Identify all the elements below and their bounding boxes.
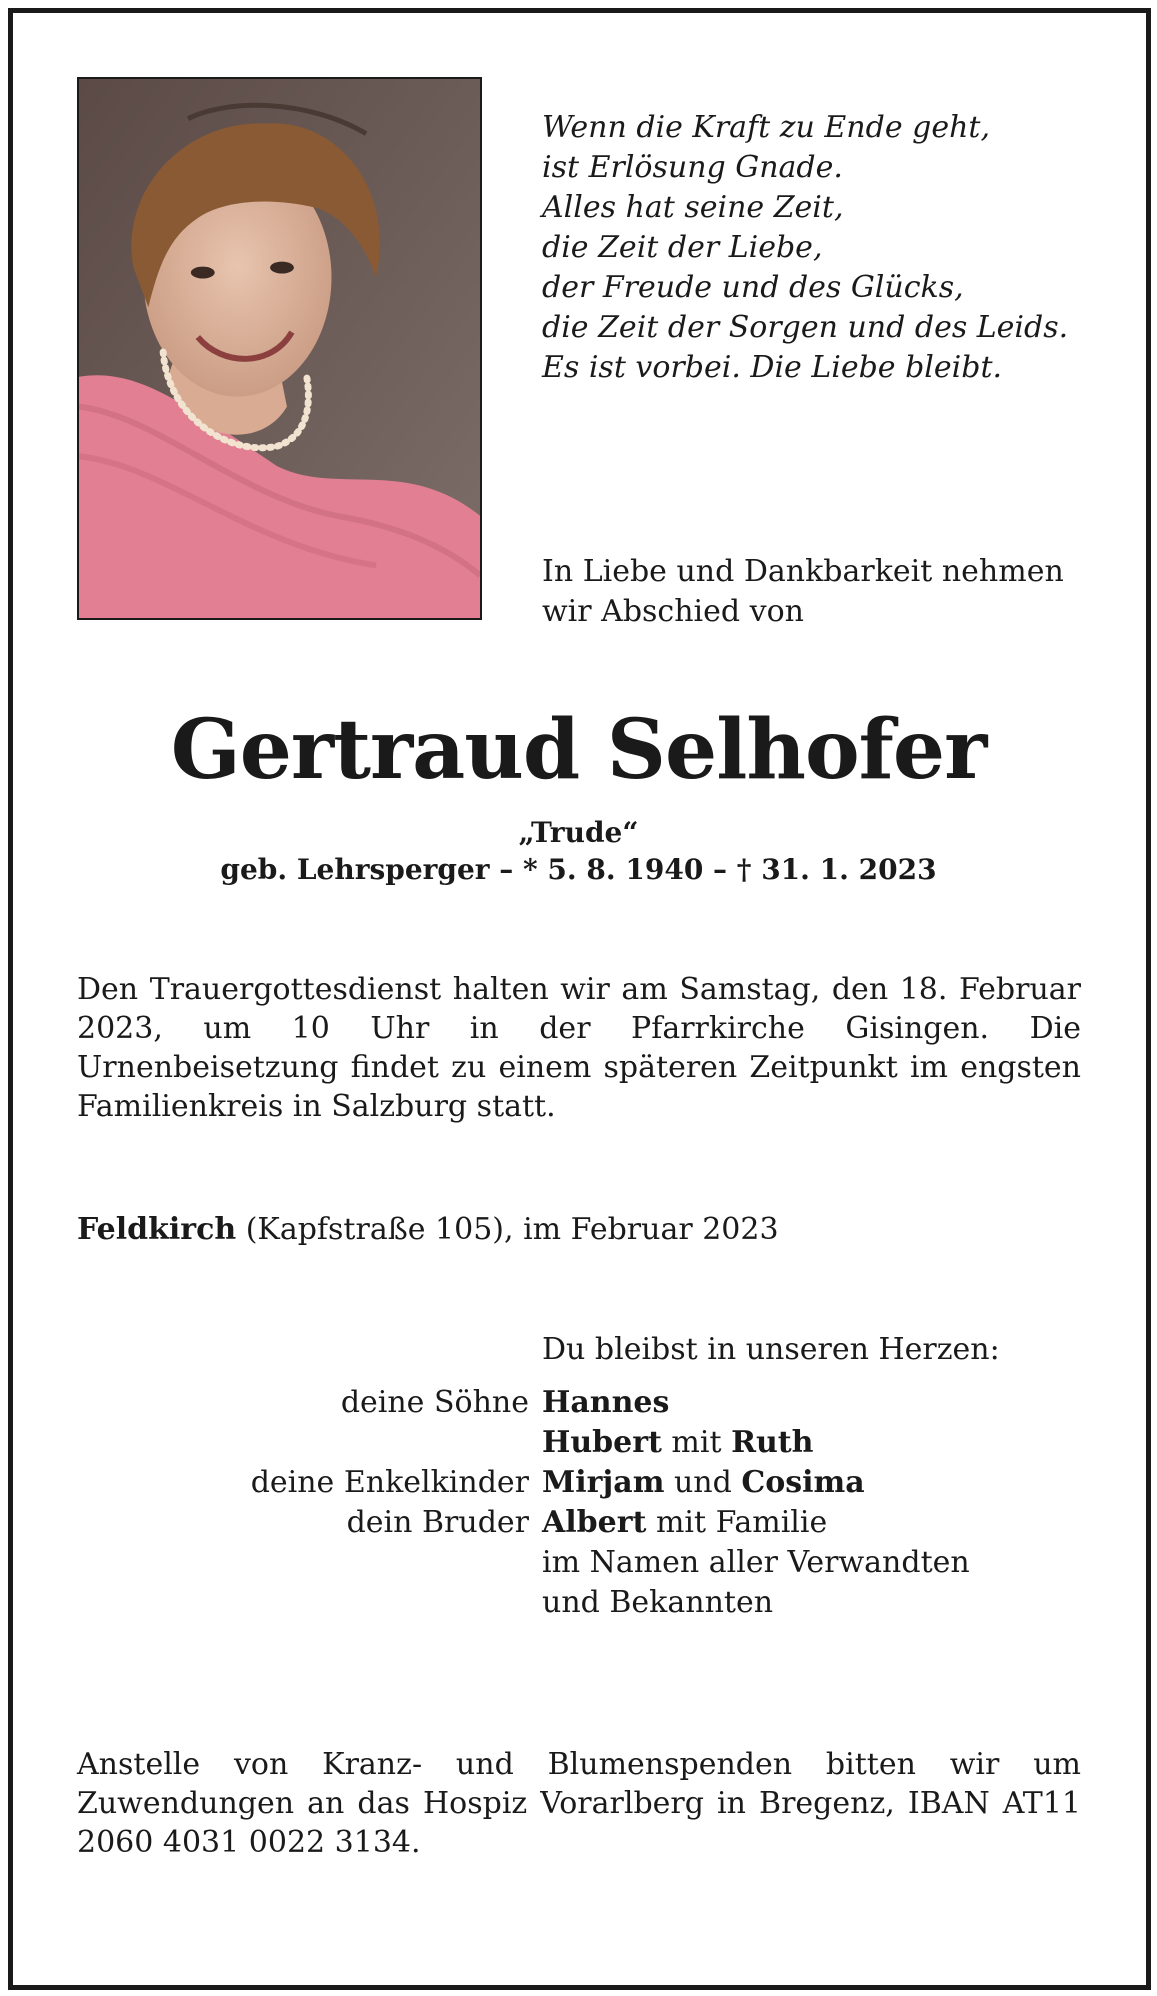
service-announcement: Den Trauergottesdienst halten wir am Samstag, den 18. Februar 2023, um 10 Uhr in der Pfarrkirche Gisingen. Die Urnenbeisetzung findet zu einem späteren Zeitpunkt im engsten Familienkreis in Salzburg statt. <box>77 972 1081 1124</box>
connector: und <box>664 1465 742 1500</box>
mourner-name: Mirjam <box>542 1465 665 1500</box>
intro-line: In Liebe und Dankbarkeit nehmen <box>542 554 1064 589</box>
mourner-names <box>542 1383 669 1423</box>
poem-line: Wenn die Kraft zu Ende geht, <box>542 110 990 145</box>
place-rest: (Kapfstraße 105), im Februar 2023 <box>236 1212 779 1247</box>
relation-label: deine Söhne <box>340 1385 529 1420</box>
place-city: Feldkirch <box>77 1212 237 1247</box>
mourner-text: und Bekannten <box>542 1585 774 1620</box>
family-row <box>0 1423 1157 1463</box>
family-row <box>0 1543 1157 1583</box>
mourner-name: Cosima <box>741 1465 865 1500</box>
poem-line: Alles hat seine Zeit, <box>542 190 844 225</box>
poem-line: die Zeit der Sorgen und des Leids. <box>542 310 1069 345</box>
relation-label: deine Enkelkinder <box>250 1465 529 1500</box>
place-date-line <box>77 1210 779 1250</box>
mourner-text: im Namen aller Verwandten <box>542 1545 970 1580</box>
poem-line: ist Erlösung Gnade. <box>542 150 843 185</box>
family-row <box>0 1583 1157 1623</box>
connector: mit Familie <box>646 1505 828 1540</box>
mourner-names <box>542 1503 827 1543</box>
farewell-intro <box>542 552 1082 632</box>
relation-label: dein Bruder <box>346 1505 529 1540</box>
family-row <box>0 1383 1157 1423</box>
intro-line: wir Abschied von <box>542 594 804 629</box>
family-list <box>0 1383 1157 1623</box>
mourner-name: Hubert <box>542 1425 662 1460</box>
family-row <box>0 1463 1157 1503</box>
donation-request: Anstelle von Kranz- und Blumenspenden bitten wir um Zuwendungen an das Hospiz Vorarlberg in Bregenz, IBAN AT11 2060 4031 0022 3134. <box>77 1747 1081 1860</box>
mourner-name: Albert <box>542 1505 647 1540</box>
mourner-name: Ruth <box>731 1425 814 1460</box>
poem <box>542 108 1082 388</box>
life-dates: geb. Lehrsperger – * 5. 8. 1940 – † 31. 1. 2023 <box>220 853 937 886</box>
portrait-photo <box>77 77 482 620</box>
poem-line: der Freude und des Glücks, <box>542 270 964 305</box>
mourner-names <box>542 1463 865 1503</box>
mourner-names <box>542 1423 813 1463</box>
deceased-nickname: „Trude“ <box>518 816 639 849</box>
connector: mit <box>661 1425 732 1460</box>
closing-line: Du bleibst in unseren Herzen: <box>542 1332 1000 1367</box>
poem-line: Es ist vorbei. Die Liebe bleibt. <box>542 350 1003 385</box>
family-row <box>0 1503 1157 1543</box>
mourner-name: Hannes <box>542 1385 670 1420</box>
deceased-name: Gertraud Selhofer <box>170 702 987 798</box>
poem-line: die Zeit der Liebe, <box>542 230 823 265</box>
